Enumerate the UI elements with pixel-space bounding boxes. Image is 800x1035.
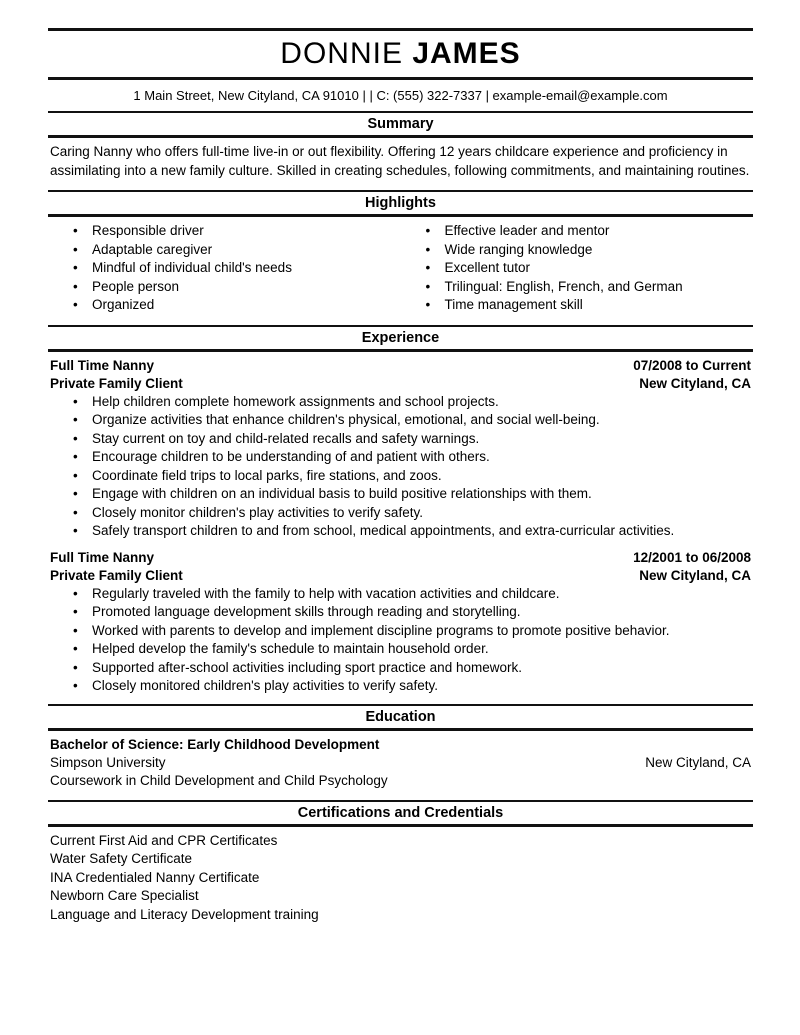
job-title-row	[48, 357, 753, 375]
job-location: New Cityland, CA	[639, 567, 751, 583]
highlight-item: • Excellent tutor	[401, 259, 754, 278]
section-divider-thin	[48, 800, 753, 802]
education-school: Simpson University	[50, 754, 166, 770]
job-title: Full Time Nanny	[50, 357, 155, 373]
job-duty-item: • Supported after-school activities including sport practice and homework.	[48, 659, 753, 678]
highlight-item: • Effective leader and mentor	[401, 222, 754, 241]
job-duty-item: • Regularly traveled with the family to help with vacation activities and childcare.	[48, 585, 753, 604]
summary-text: Caring Nanny who offers full-time live-in or out flexibility. Offering 12 years childcare experience and proficiency in assimilating into a new family culture. Skilled in creating schedules, following commitments, and maintaining routines.	[50, 144, 750, 178]
section-heading-education: Education	[365, 708, 436, 725]
highlight-item: • People person	[48, 278, 401, 297]
name-last: JAMES	[412, 37, 521, 70]
highlight-item: • Adaptable caregiver	[48, 241, 401, 260]
job-employer: Private Family Client	[50, 567, 183, 583]
section-divider-thin	[48, 190, 753, 192]
education-school-row	[50, 754, 751, 772]
job-title-row	[48, 549, 753, 567]
job-employer-row	[48, 567, 753, 585]
section-divider-thin	[48, 704, 753, 706]
job-duty-item: • Promoted language development skills through reading and storytelling.	[48, 603, 753, 622]
highlight-item: • Wide ranging knowledge	[401, 241, 754, 260]
education-coursework: Coursework in Child Development and Child Psychology	[50, 772, 388, 788]
certification-item: Newborn Care Specialist	[50, 888, 199, 903]
job-duty-item: • Helped develop the family's schedule to maintain household order.	[48, 640, 753, 659]
top-divider	[48, 28, 753, 31]
education-entry	[50, 736, 751, 790]
job-duty-item: • Help children complete homework assignments and school projects.	[48, 393, 753, 412]
job-dates: 12/2001 to 06/2008	[633, 549, 751, 565]
contact-line: 1 Main Street, New Cityland, CA 91010 | | C: (555) 322-7337 | example-email@example.com	[133, 88, 668, 103]
job-duty-item: • Closely monitored children's play activities to verify safety.	[48, 677, 753, 696]
highlight-item: • Organized	[48, 296, 401, 315]
certification-item: Language and Literacy Development training	[50, 906, 319, 922]
section-divider-thick	[48, 135, 753, 138]
highlights-right-list	[401, 222, 754, 315]
page-title	[48, 37, 753, 71]
job-duty-item: • Coordinate field trips to local parks, fire stations, and zoos.	[48, 467, 753, 486]
job-employer-row	[48, 375, 753, 393]
job-duty-item: • Engage with children on an individual basis to build positive relationships with them.	[48, 485, 753, 504]
job-duty-item: • Worked with parents to develop and implement discipline programs to promote positive behavior.	[48, 622, 753, 641]
name-first: DONNIE	[280, 37, 403, 70]
certification-item: Current First Aid and CPR Certificates	[50, 832, 278, 848]
job-duty-list	[48, 393, 753, 541]
education-location: New Cityland, CA	[645, 754, 751, 770]
job-duty-item: • Safely transport children to and from school, medical appointments, and extra-curricular activities.	[48, 522, 753, 541]
section-divider-thin	[48, 111, 753, 113]
job-duty-item: • Encourage children to be understanding of and patient with others.	[48, 448, 753, 467]
section-divider-thick	[48, 728, 753, 731]
section-divider-thick	[48, 214, 753, 217]
section-heading-experience: Experience	[361, 329, 440, 346]
certification-item: INA Credentialed Nanny Certificate	[50, 869, 260, 885]
section-divider-thick	[48, 824, 753, 827]
job-duty-item: • Closely monitor children's play activities to verify safety.	[48, 504, 753, 523]
highlight-item: • Responsible driver	[48, 222, 401, 241]
job-location: New Cityland, CA	[639, 375, 751, 391]
highlight-item: • Time management skill	[401, 296, 754, 315]
header-divider	[48, 77, 753, 80]
job-title: Full Time Nanny	[50, 549, 155, 565]
job-dates: 07/2008 to Current	[633, 357, 751, 373]
certifications-list	[50, 832, 751, 925]
highlights-columns	[48, 222, 753, 315]
job-entry-2	[48, 549, 753, 696]
highlights-left-list	[48, 222, 401, 315]
highlight-item: • Mindful of individual child's needs	[48, 259, 401, 278]
education-degree: Bachelor of Science: Early Childhood Development	[50, 736, 380, 752]
highlight-item: • Trilingual: English, French, and German	[401, 278, 754, 297]
section-divider-thin	[48, 325, 753, 327]
job-duty-list	[48, 585, 753, 696]
job-employer: Private Family Client	[50, 375, 183, 391]
certification-item: Water Safety Certificate	[50, 851, 193, 866]
section-heading-certifications: Certifications and Credentials	[297, 804, 504, 821]
section-divider-thick	[48, 349, 753, 352]
section-heading-highlights: Highlights	[365, 195, 436, 211]
section-heading-summary: Summary	[367, 116, 434, 132]
job-duty-item: • Stay current on toy and child-related recalls and safety warnings.	[48, 430, 753, 449]
job-duty-item: • Organize activities that enhance children's physical, emotional, and social well-being.	[48, 411, 753, 430]
job-entry-1	[48, 357, 753, 541]
